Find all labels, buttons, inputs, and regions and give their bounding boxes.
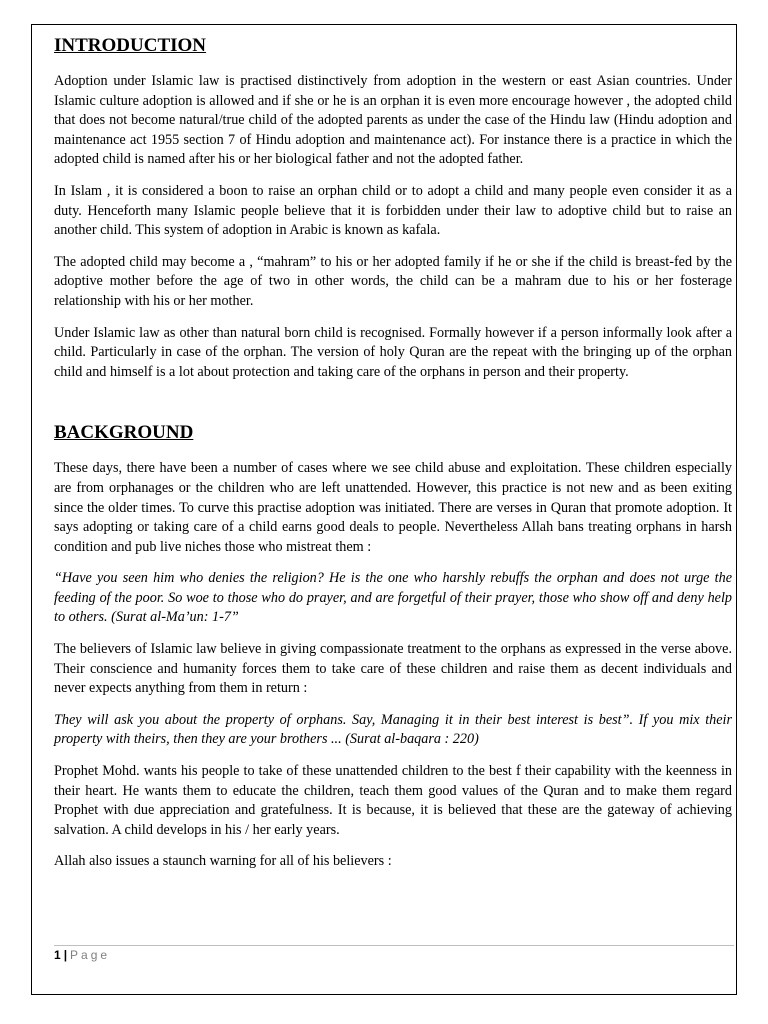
- intro-paragraph-4: Under Islamic law as other than natural born child is recognised. Formally however if a person informally look after a child. Particularly in case of the orphan. The version of holy Quran are the repeat with the bringing up of the orphan child and himself is a lot about protection and taking care of the orphans in person and their property.: [54, 324, 732, 380]
- page-label: Page: [70, 948, 111, 962]
- intro-paragraph-2: In Islam , it is considered a boon to raise an orphan child or to adopt a child and many people even consider it as a duty. Henceforth many Islamic people believe that it is forbidden under their law to adoptive child but to raise an another child. This system of adoption in Arabic is known as kafala.: [54, 182, 732, 239]
- page-number: 1: [54, 948, 61, 962]
- footer-divider: [54, 945, 734, 946]
- background-heading: BACKGROUND: [54, 422, 194, 444]
- background-paragraph-1: These days, there have been a number of cases where we see child abuse and exploitation. These children especially are from orphanages or the children who are left unattended. However, this practice is not new and as been exiting since the older times. To curve this practise adoption was initiated. There are verses in Quran that promote adoption. It says adopting or taking care of a child earns good deals to people. Nevertheless Allah bans treating orphans in harsh condition and pub live niches those who mistreat them :: [54, 460, 732, 555]
- intro-paragraph-3: The adopted child may become a , “mahram” to his or her adopted family if he or she if the child is breast-fed by the adoptive mother before the age of two in other words, the child can be a mahram due to his or her fosterage relationship with his or her mother.: [54, 253, 732, 309]
- introduction-heading: INTRODUCTION: [54, 35, 207, 56]
- background-paragraph-2: The believers of Islamic law believe in giving compassionate treatment to the orphans as expressed in the verse above. Their conscience and humanity forces them to take care of these children and raise them as decent individuals and never expects anything from them in return :: [54, 641, 732, 697]
- document-body: [54, 30, 732, 872]
- background-paragraph-3: Prophet Mohd. wants his people to take of these unattended children to the best f their capability with the keenness in their heart. He wants them to educate the children, teach them good values of the Quran and to make them regard Prophet with due appreciation and gratefulness. It is because, it is believed that these are the gateway of achieving salvation. A child develops in his / her early years.: [54, 763, 732, 838]
- footer-separator: |: [63, 948, 68, 962]
- intro-paragraph-1: Adoption under Islamic law is practised distinctively from adoption in the western or east Asian countries. Under Islamic culture adoption is allowed and if she or he is an orphan it is even more encourage however , the adopted child that does not become natural/true child of the adopted parents as under the case of the Hindu law (Hindu adoption and maintenance act 1955 section 7 of Hindu adoption and maintenance act). For instance there is a practice in which the adopted child is named after his or her biological father and not the adopted father.: [54, 73, 732, 168]
- quran-quote-2: They will ask you about the property of orphans. Say, Managing it in their best interest is best”. If you mix their property with theirs, then they are your brothers ... (Surat al-baqara : 220): [54, 711, 732, 748]
- page-footer: [54, 948, 110, 962]
- background-paragraph-4: Allah also issues a staunch warning for all of his believers :: [54, 853, 392, 870]
- quran-quote-1: “Have you seen him who denies the religion? He is the one who harshly rebuffs the orphan and does not urge the feeding of the poor. So woe to those who do prayer, and are forgetful of their prayer, those who show off and deny help to others. (Surat al-Ma’un: 1-7”: [54, 570, 732, 626]
